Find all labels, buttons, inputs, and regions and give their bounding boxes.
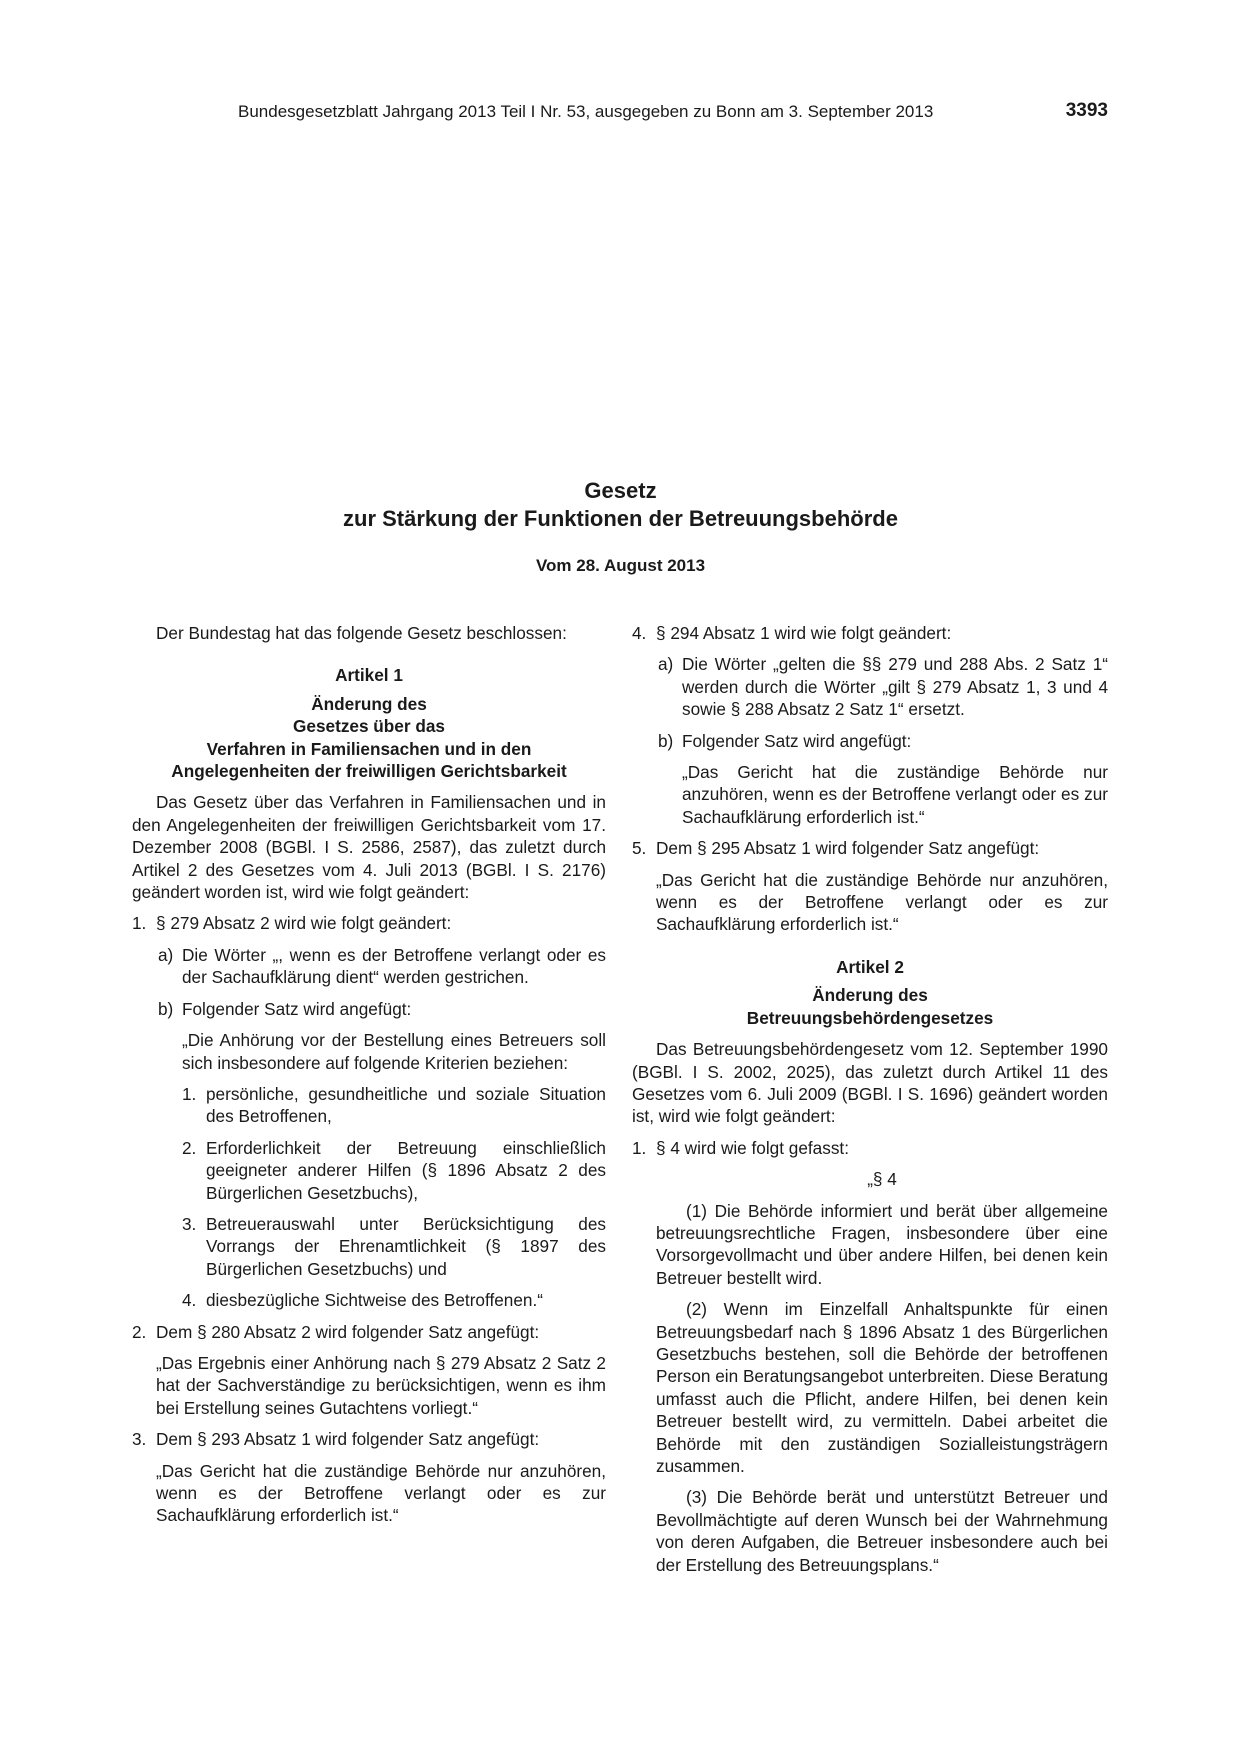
list-subitem — [132, 944, 606, 989]
running-title: Bundesgesetzblatt Jahrgang 2013 Teil I Nr. 53, ausgegeben zu Bonn am 3. September 2013 — [238, 102, 934, 121]
item-number: 1. — [132, 913, 147, 934]
article-2-label: Artikel 2 — [836, 956, 904, 977]
item-number: 5. — [632, 838, 647, 859]
article-1-heading-2: Gesetzes über das — [293, 716, 445, 737]
item-number: 2. — [132, 1321, 147, 1342]
subitem-text: Die Wörter „gelten die §§ 279 und 288 Abs. 2 Satz 1“ werden durch die Wörter „gilt § 279 Absatz 1, 3 und 4 sowie § 288 Absatz 2 Satz 1“ ersetzt. — [682, 654, 1108, 720]
subitem-letter: a) — [158, 944, 174, 965]
quoted-item-text: Betreuerauswahl unter Berücksichtigung des Vorrangs der Ehrenamtlichkeit (§ 1897 des Bürgerlichen Gesetzbuchs) und — [206, 1213, 606, 1279]
item-number: 4. — [632, 623, 647, 643]
quoted-item-text: persönliche, gesundheitliche und soziale Situation des Betroffenen, — [206, 1083, 606, 1127]
item-number: 1. — [632, 1137, 647, 1158]
quoted-list-item — [132, 1213, 606, 1280]
quoted-list-item — [132, 1289, 606, 1311]
article-1-label: Artikel 1 — [335, 665, 403, 686]
law-date: Vom 28. August 2013 — [535, 556, 706, 575]
article-1-body: Das Gesetz über das Verfahren in Familiensachen und in den Angelegenheiten der freiwilligen Gerichtsbarkeit vom 17. Dezember 2008 (BGBl. I S. 2586, 2587), das zuletzt durch Artikel 2 des Gesetzes vom 4. Juli 2013 (BGBl. I S. 2176) geändert worden ist, wird wie folgt geändert: — [132, 792, 606, 903]
paragraph-3: (3) Die Behörde berät und unterstützt Betreuer und Bevollmächtigte auf deren Wunsch bei der Wahrnehmung von deren Aufgaben, die Betreuer insbesondere auch bei der Erstellung des Betreuungsplans.“ — [656, 1487, 1108, 1575]
quoted-text: „Das Gericht hat die zuständige Behörde nur anzuhören, wenn es der Betroffene verlangt oder es zur Sachaufklärung erforderlich ist.“ — [156, 1460, 606, 1526]
article-2-heading-1: Änderung des — [812, 985, 928, 1006]
list-subitem — [632, 730, 1108, 752]
quoted-text: „Das Ergebnis einer Anhörung nach § 279 Absatz 2 Satz 2 hat der Sachverständige zu berücksichtigen, wenn es ihm bei Erstellung seines Gutachtens vorliegt.“ — [156, 1352, 606, 1418]
item-number: 3. — [132, 1429, 147, 1450]
quoted-text: „Das Gericht hat die zuständige Behörde nur anzuhören, wenn es der Betroffene verlangt oder es zur Sachaufklärung erforderlich ist.“ — [656, 869, 1108, 935]
item-text: Dem § 295 Absatz 1 wird folgender Satz angefügt: — [656, 838, 1040, 859]
paragraph-2: (2) Wenn im Einzelfall Anhaltspunkte für einen Betreuungsbedarf nach § 1896 Absatz 1 des Bürgerlichen Gesetzbuchs bestehen, soll die Behörde der betroffenen Person ein Beratungsangebot unterbreiten. Diese Beratung umfasst auch die Pflicht, andere Hilfen, bei denen kein Betreuer bestellt wird, zu vermitteln. Dabei arbeitet die Behörde mit den zuständigen Sozialleistungsträgern zusammen. — [656, 1299, 1108, 1476]
article-2-heading-2: Betreuungsbehördengesetzes — [746, 1007, 994, 1028]
page-number: 3393 — [1065, 100, 1108, 121]
item-text: Dem § 293 Absatz 1 wird folgender Satz angefügt: — [156, 1429, 540, 1450]
list-item — [632, 837, 1108, 859]
quoted-item-text: diesbezügliche Sichtweise des Betroffenen.“ — [206, 1290, 543, 1311]
subitem-letter: b) — [158, 998, 174, 1019]
quoted-text: „Die Anhörung vor der Bestellung eines Betreuers soll sich insbesondere auf folgende Kriterien beziehen: — [182, 1030, 606, 1073]
preamble: Der Bundestag hat das folgende Gesetz beschlossen: — [156, 623, 567, 643]
page-header — [238, 100, 1108, 128]
quoted-item-text: Erforderlichkeit der Betreuung einschließlich geeigneter anderer Hilfen (§ 1896 Absatz 2 des Bürgerlichen Gesetzbuchs), — [206, 1137, 606, 1203]
subitem-letter: a) — [658, 654, 674, 675]
item-text: § 294 Absatz 1 wird wie folgt geändert: — [656, 623, 952, 643]
quoted-text: „Das Gericht hat die zuständige Behörde nur anzuhören, wenn es der Betroffene verlangt oder es zur Sachaufklärung erforderlich ist.“ — [682, 762, 1108, 827]
quoted-list-item — [132, 1137, 606, 1204]
article-1-heading-1: Änderung des — [311, 693, 427, 714]
article-1-heading-3: Verfahren in Familiensachen und in den — [206, 738, 532, 759]
subitem-text: Folgender Satz wird angefügt: — [682, 730, 912, 751]
quoted-item-number: 3. — [182, 1213, 197, 1234]
item-text: Dem § 280 Absatz 2 wird folgender Satz angefügt: — [156, 1321, 540, 1342]
quoted-list-item — [132, 1083, 606, 1128]
paragraph-1: (1) Die Behörde informiert und berät über allgemeine betreuungsrechtliche Fragen, insbesondere über eine Vorsorgevollmacht und über andere Hilfen, bei denen kein Betreuer bestellt wird. — [656, 1200, 1108, 1288]
list-item — [632, 622, 1108, 644]
list-item — [132, 912, 606, 934]
right-column — [632, 622, 1108, 1576]
item-text: § 279 Absatz 2 wird wie folgt geändert: — [156, 913, 452, 934]
list-item — [632, 1137, 1108, 1159]
quoted-item-number: 2. — [182, 1137, 197, 1158]
quoted-item-number: 1. — [182, 1083, 197, 1104]
subitem-text: Folgender Satz wird angefügt: — [182, 998, 412, 1019]
list-subitem — [132, 998, 606, 1020]
article-1-heading-4: Angelegenheiten der freiwilligen Gerichtsbarkeit — [171, 761, 567, 782]
law-subtitle: zur Stärkung der Funktionen der Betreuungsbehörde — [343, 506, 898, 531]
law-title: Gesetz — [584, 478, 657, 503]
quoted-item-number: 4. — [182, 1290, 197, 1311]
section-heading: „§ 4 — [867, 1169, 897, 1190]
subitem-text: Die Wörter „, wenn es der Betroffene verlangt oder es der Sachaufklärung dient“ werden gestrichen. — [182, 944, 606, 988]
list-subitem — [632, 653, 1108, 720]
article-2-body: Das Betreuungsbehördengesetz vom 12. September 1990 (BGBl. I S. 2002, 2025), das zuletzt durch Artikel 11 des Gesetzes vom 6. Juli 2009 (BGBl. I S. 1696) geändert worden ist, wird wie folgt geändert: — [632, 1039, 1108, 1127]
list-item — [132, 1321, 606, 1343]
item-text: § 4 wird wie folgt gefasst: — [656, 1137, 849, 1158]
left-column — [132, 622, 606, 1527]
subitem-letter: b) — [658, 730, 674, 751]
list-item — [132, 1428, 606, 1450]
